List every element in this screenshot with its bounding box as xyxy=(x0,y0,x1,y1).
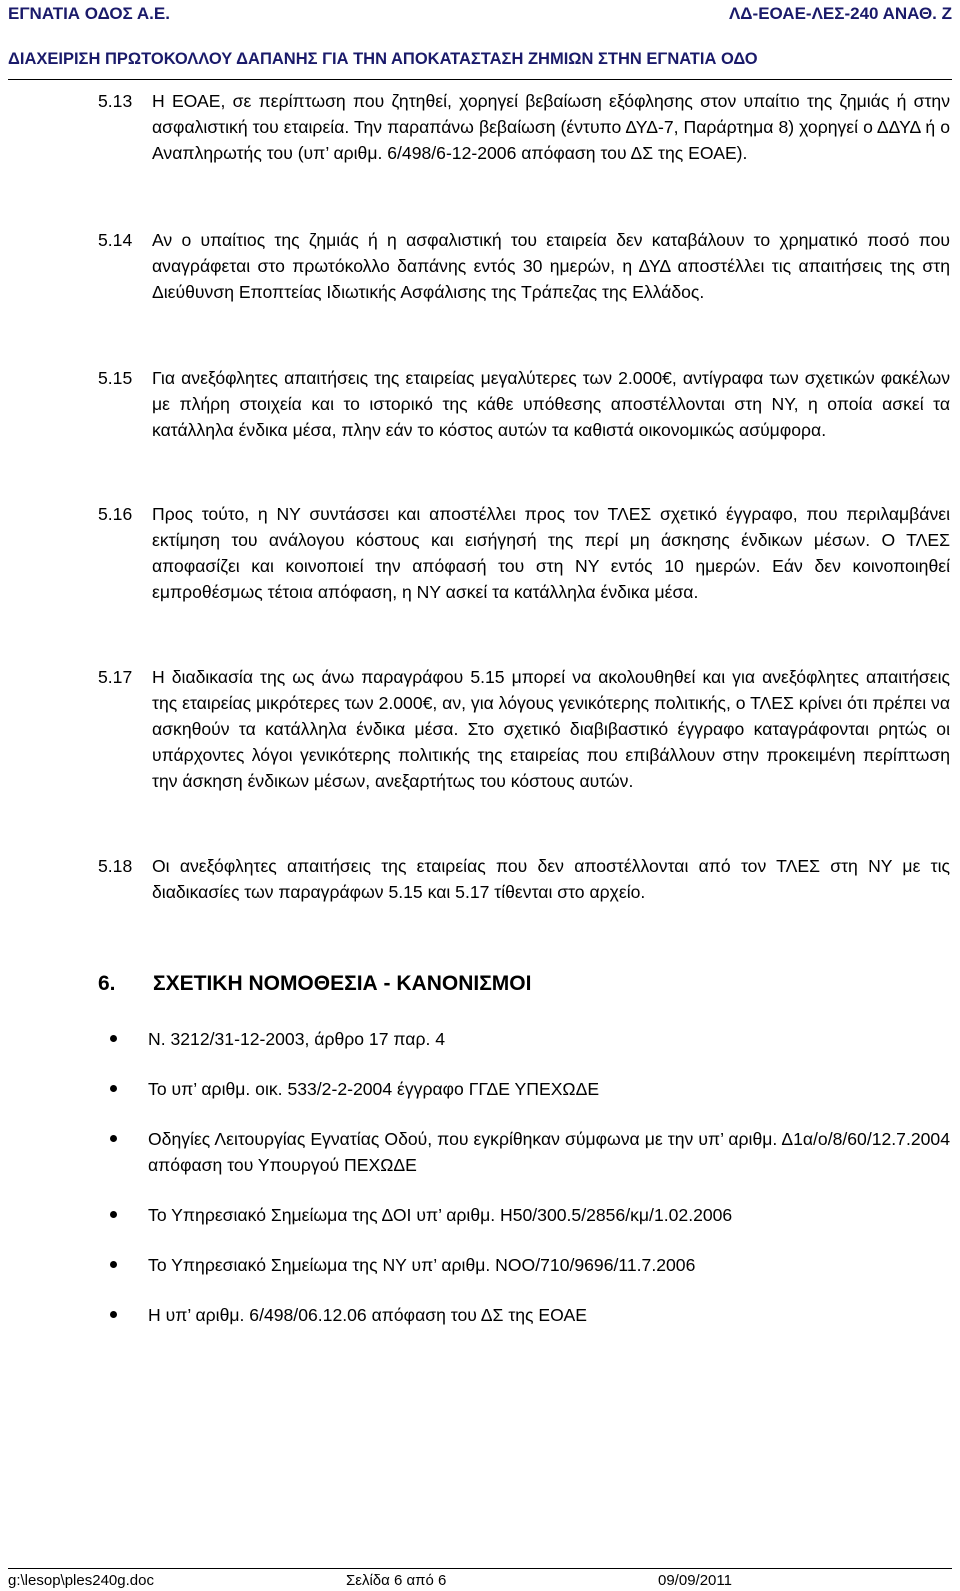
paragraph-number: 5.15 xyxy=(98,368,133,388)
list-item xyxy=(98,1026,950,1052)
legislation-list xyxy=(98,1026,950,1328)
header-organization: ΕΓΝΑΤΙΑ ΟΔΟΣ Α.Ε. xyxy=(8,4,170,23)
document-footer xyxy=(8,1568,952,1589)
paragraph-5-15 xyxy=(98,365,950,443)
list-item xyxy=(98,1252,950,1278)
section-heading xyxy=(98,972,531,996)
paragraph-text: Αν ο υπαίτιος της ζημιάς ή η ασφαλιστική του εταιρεία δεν καταβάλουν το χρηματικό ποσό που αναγράφεται στο πρωτόκολλο δαπάνης εντός 30 ημερών, η ΔΥΔ αποστέλλει τις απαιτήσεις της στη Διεύθυνση Εποπτείας Ιδιωτικής Ασφάλισης της Τράπεζας της Ελλάδος. xyxy=(152,230,950,302)
bullet-icon xyxy=(110,1261,117,1268)
list-item xyxy=(98,1202,950,1228)
list-item xyxy=(98,1302,950,1328)
list-item xyxy=(98,1076,950,1102)
header-subtitle: ΔΙΑΧΕΙΡΙΣΗ ΠΡΩΤΟΚΟΛΛΟΥ ΔΑΠΑΝΗΣ ΓΙΑ ΤΗΝ ΑΠΟΚΑΤΑΣΤΑΣΗ ΖΗΜΙΩΝ ΣΤΗΝ ΕΓΝΑΤΙΑ ΟΔΟ xyxy=(8,50,758,68)
section-number: 6. xyxy=(98,972,116,995)
header-document-code: ΛΔ-ΕΟΑΕ-ΛΕΣ-240 ΑΝΑΘ. Ζ xyxy=(728,4,952,23)
paragraph-text: Η διαδικασία της ως άνω παραγράφου 5.15 μπορεί να ακολουθηθεί και για ανεξόφλητες απαιτήσεις της εταιρείας μικρότερες των 2.000€, αν, για λόγους γενικότερης πολιτικής, ο ΤΛΕΣ κρίνει ότι πρέπει να ασκηθούν τα κατάλληλα ένδικα μέσα. Στο σχετικό διαβιβαστικό έγγραφο καταγράφονται ρητώς οι υπάρχοντες λόγοι γενικότερης πολιτικής της εταιρείας που επιβάλλουν στην προκειμένη περίπτωση την άσκηση ένδικων μέσων, ανεξαρτήτως του κόστους αυτών. xyxy=(152,667,950,791)
bullet-icon xyxy=(110,1311,117,1318)
paragraph-number: 5.17 xyxy=(98,667,133,687)
paragraph-5-14 xyxy=(98,227,950,305)
document-header xyxy=(8,4,952,24)
paragraph-5-17 xyxy=(98,664,950,794)
bullet-icon xyxy=(110,1085,117,1092)
list-item-text: Το Υπηρεσιακό Σημείωμα της ΝΥ υπ’ αριθμ. ΝΟΟ/710/9696/11.7.2006 xyxy=(148,1255,696,1275)
paragraph-number: 5.18 xyxy=(98,856,133,876)
paragraph-text: Η ΕΟΑΕ, σε περίπτωση που ζητηθεί, χορηγεί βεβαίωση εξόφλησης στον υπαίτιο της ζημιάς ή στην ασφαλιστική του εταιρεία. Την παραπάνω βεβαίωση (έντυπο ΔΥΔ-7, Παράρτημα 8) χορηγεί ο ΔΔΥΔ ή ο Αναπληρωτής του (υπ’ αριθμ. 6/498/6-12-2006 απόφαση του ΔΣ της ΕΟΑΕ). xyxy=(152,91,950,163)
bullet-icon xyxy=(110,1211,117,1218)
paragraph-number: 5.14 xyxy=(98,230,133,250)
paragraph-text: Οι ανεξόφλητες απαιτήσεις της εταιρείας που δεν αποστέλλονται από τον ΤΛΕΣ στη ΝΥ με τις διαδικασίες των παραγράφων 5.15 και 5.17 τίθενται στο αρχείο. xyxy=(152,856,950,902)
paragraph-5-13 xyxy=(98,88,950,166)
paragraph-number: 5.16 xyxy=(98,504,133,524)
list-item xyxy=(98,1126,950,1178)
list-item-text: Το Υπηρεσιακό Σημείωμα της ΔΟΙ υπ’ αριθμ. Η50/300.5/2856/κμ/1.02.2006 xyxy=(148,1205,733,1225)
paragraph-text: Για ανεξόφλητες απαιτήσεις της εταιρείας μεγαλύτερες των 2.000€, αντίγραφα των σχετικών φακέλων με πλήρη στοιχεία και το ιστορικό της κάθε υπόθεσης αποστέλλονται στη ΝΥ, η οποία ασκεί τα κατάλληλα ένδικα μέσα, πλην εάν το κόστος αυτών τα καθιστά οικονομικώς ασύμφορα. xyxy=(152,368,950,440)
paragraph-number: 5.13 xyxy=(98,91,133,111)
paragraph-5-16 xyxy=(98,501,950,605)
paragraph-5-18 xyxy=(98,853,950,905)
section-title: ΣΧΕΤΙΚΗ ΝΟΜΟΘΕΣΙΑ - ΚΑΝΟΝΙΣΜΟΙ xyxy=(153,972,532,995)
list-item-text: Το υπ’ αριθμ. οικ. 533/2-2-2004 έγγραφο ΓΓΔΕ ΥΠΕΧΩΔΕ xyxy=(148,1079,600,1099)
list-item-text: Η υπ’ αριθμ. 6/498/06.12.06 απόφαση του ΔΣ της ΕΟΑΕ xyxy=(148,1305,587,1325)
bullet-icon xyxy=(110,1135,117,1142)
bullet-icon xyxy=(110,1035,117,1042)
list-item-text: Οδηγίες Λειτουργίας Εγνατίας Οδού, που εγκρίθηκαν σύμφωνα με την υπ’ αριθμ. Δ1α/ο/8/60/12.7.2004 απόφαση του Υπουργού ΠΕΧΩΔΕ xyxy=(148,1129,950,1175)
footer-date: 09/09/2011 xyxy=(658,1572,732,1589)
header-divider xyxy=(8,79,952,80)
footer-file-path: g:\lesop\ples240g.doc xyxy=(8,1572,154,1589)
footer-page-number: Σελίδα 6 από 6 xyxy=(346,1572,447,1589)
paragraph-text: Προς τούτο, η ΝΥ συντάσσει και αποστέλλει προς τον ΤΛΕΣ σχετικό έγγραφο, που περιλαμβάνει εκτίμηση του ανάλογου κόστους και εισήγησή της περί μη άσκησης ένδικων μέσων. Ο ΤΛΕΣ αποφασίζει και κοινοποιεί την απόφασή του στη ΝΥ εντός 10 ημερών. Εάν δεν κοινοποιηθεί εμπροθέσμως τέτοια απόφαση, η ΝΥ ασκεί τα κατάλληλα ένδικα μέσα. xyxy=(152,504,950,602)
list-item-text: Ν. 3212/31-12-2003, άρθρο 17 παρ. 4 xyxy=(148,1029,446,1049)
